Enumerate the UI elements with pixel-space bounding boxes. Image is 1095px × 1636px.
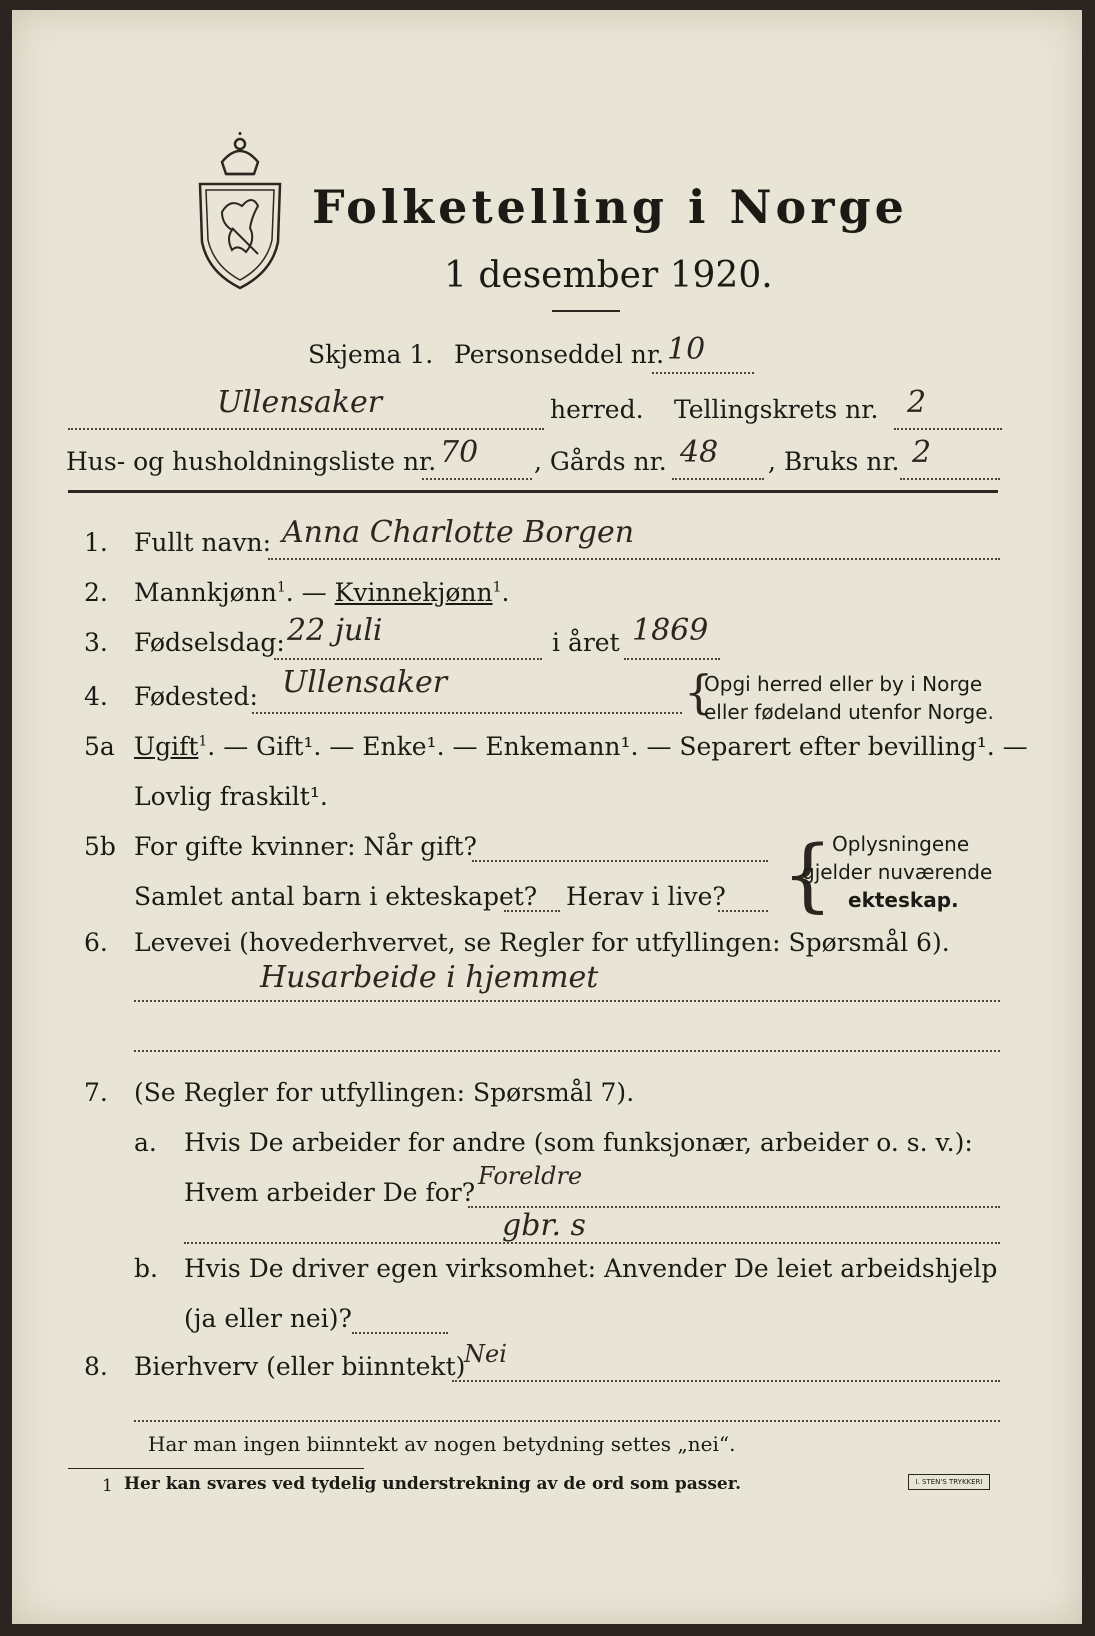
q7b-number: b.	[134, 1254, 158, 1283]
footnote-rule	[68, 1468, 364, 1469]
liste-line	[422, 478, 532, 480]
tellingskrets-value: 2	[907, 385, 927, 420]
q5b-brace: {	[782, 828, 833, 921]
q4-line	[252, 712, 682, 714]
gards-value: 48	[680, 435, 719, 470]
personseddel-value: 10	[667, 332, 706, 367]
q1-value: Anna Charlotte Borgen	[282, 515, 635, 550]
q4-number: 4.	[84, 682, 108, 711]
coat-of-arms-icon	[192, 132, 288, 292]
footer-note: Har man ingen biinntekt av nogen betydning settes „nei“.	[148, 1432, 736, 1456]
q5a-number: 5a	[84, 732, 115, 761]
q2-male: Mannkjønn	[134, 578, 277, 607]
q7a-label-2: Hvem arbeider De for?	[184, 1178, 476, 1207]
q5b-line-2	[504, 910, 560, 912]
bruks-label: , Bruks nr.	[768, 447, 900, 476]
form-title: Folketelling i Norge	[312, 180, 908, 234]
q7-label: (Se Regler for utfyllingen: Spørsmål 7).	[134, 1078, 635, 1107]
q5b-line-1	[472, 860, 768, 862]
q3-year-value: 1869	[632, 613, 709, 648]
q2-end: .	[501, 578, 510, 607]
printer-stamp: I. STEN'S TRYKKERI	[908, 1474, 990, 1490]
q2-female: Kvinnekjønn	[334, 578, 493, 607]
q6-number: 6.	[84, 928, 108, 957]
census-date: 1 desember 1920.	[444, 255, 773, 296]
footnote-number: 1	[102, 1476, 113, 1496]
q5b-label-1: For gifte kvinner: Når gift?	[134, 832, 477, 861]
q7a-value: Foreldre	[478, 1162, 583, 1190]
q1-line	[268, 558, 1000, 560]
q4-value: Ullensaker	[282, 665, 448, 700]
bruks-value: 2	[912, 435, 932, 470]
q4-note-1: Opgi herred eller by i Norge	[704, 672, 983, 696]
q3-line	[274, 658, 542, 660]
q5a-rest: . — Gift¹. — Enke¹. — Enkemann¹. — Separert efter bevilling¹. —	[207, 732, 1028, 761]
q7b-label-2: (ja eller nei)?	[184, 1304, 352, 1333]
q5b-label-2: Samlet antal barn i ekteskapet?	[134, 882, 538, 911]
tellingskrets-line	[894, 428, 1002, 430]
q3-value: 22 juli	[287, 613, 383, 648]
q1-label: Fullt navn:	[134, 528, 272, 557]
herred-value: Ullensaker	[217, 385, 383, 420]
q3-number: 3.	[84, 628, 108, 657]
q3-label: Fødselsdag:	[134, 628, 285, 657]
q7b-line	[352, 1332, 448, 1334]
tellingskrets-label: Tellingskrets nr.	[674, 395, 879, 424]
personseddel-line	[652, 372, 754, 374]
q2-separator: . —	[285, 578, 327, 607]
gards-line	[672, 478, 764, 480]
q6-line-1	[134, 1000, 1000, 1002]
q2-options: Mannkjønn$^1$. — Kvinnekjønn$^1$.	[134, 578, 510, 607]
q5a-options: Ugift$^1$. — Gift¹. — Enke¹. — Enkemann¹. — Separert efter bevilling¹. —	[134, 732, 1028, 761]
q8-label: Bierhverv (eller biinntekt)	[134, 1352, 466, 1381]
q1-number: 1.	[84, 528, 108, 557]
schema-label: Skjema 1.	[308, 340, 434, 369]
q7a-value-2: gbr. s	[502, 1208, 586, 1243]
q6-value: Husarbeide i hjemmet	[260, 960, 599, 995]
q4-label: Fødested:	[134, 682, 258, 711]
q5b-note-2: gjelder nuværende	[802, 860, 993, 884]
herred-line	[68, 428, 544, 430]
q5b-note-3: ekteskap.	[848, 888, 959, 912]
q4-brace: {	[684, 665, 714, 719]
q7a-line-2	[184, 1242, 1000, 1244]
q8-line	[452, 1380, 1000, 1382]
gards-label: , Gårds nr.	[534, 447, 667, 476]
title-divider	[552, 310, 620, 312]
herred-label: herred.	[550, 395, 644, 424]
q3-year-line	[624, 658, 720, 660]
q5b-number: 5b	[84, 832, 116, 861]
q6-label: Levevei (hovederhvervet, se Regler for utfyllingen: Spørsmål 6).	[134, 928, 950, 957]
liste-value: 70	[440, 435, 479, 470]
liste-label: Hus- og husholdningsliste nr.	[66, 447, 437, 476]
q3-year-label: i året	[552, 628, 620, 657]
q7a-label: Hvis De arbeider for andre (som funksjonær, arbeider o. s. v.):	[184, 1128, 973, 1157]
q2-number: 2.	[84, 578, 108, 607]
q5b-label-3: Herav i live?	[566, 882, 726, 911]
q5b-note-1: Oplysningene	[832, 832, 970, 856]
footnote-text: Her kan svares ved tydelig understrekning av de ord som passer.	[124, 1474, 742, 1494]
bruks-line	[900, 478, 1000, 480]
q8-number: 8.	[84, 1352, 108, 1381]
q5a-line-2: Lovlig fraskilt¹.	[134, 782, 328, 811]
q6-line-2	[134, 1050, 1000, 1052]
q7a-number: a.	[134, 1128, 157, 1157]
q7b-label: Hvis De driver egen virksomhet: Anvender De leiet arbeidshjelp	[184, 1254, 998, 1283]
q8-value: Nei	[464, 1340, 507, 1368]
q5a-ugift: Ugift	[134, 732, 199, 761]
q8-line-2	[134, 1420, 1000, 1422]
q7-number: 7.	[84, 1078, 108, 1107]
header-rule	[68, 490, 998, 493]
q5b-line-3	[718, 910, 768, 912]
q4-note-2: eller fødeland utenfor Norge.	[704, 700, 994, 724]
census-form	[12, 10, 1082, 1624]
personseddel-label: Personseddel nr.	[454, 340, 665, 369]
